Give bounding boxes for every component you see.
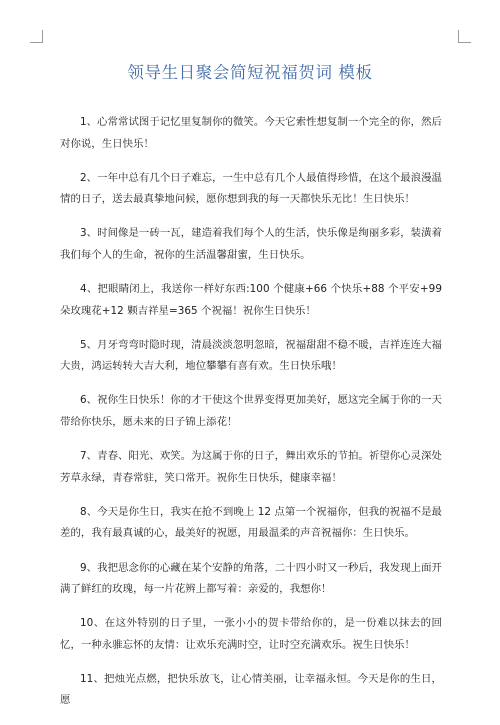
paragraph: 2、一年中总有几个日子难忘，一生中总有几个人最值得珍惜，在这个最浪漫温情的日子，送去最真挚地问候，愿你想到我的每一天都快乐无比！生日快乐！ (60, 171, 442, 206)
paragraph: 7、青春、阳光、欢笑。为这属于你的日子，舞出欢乐的节拍。祈望你心灵深处芳草永绿，青春常驻，笑口常开。祝你生日快乐，健康幸福！ (60, 450, 442, 484)
paragraph: 4、把眼睛闭上，我送你一样好东西:100 个健康+66 个快乐+88 个平安+99 朵玫瑰花+12 颗吉祥星=365 个祝福！祝你生日快乐！ (60, 283, 442, 317)
crop-mark-top-left (30, 30, 43, 43)
paragraph: 9、我把思念你的心藏在某个安静的角落，二十四小时又一秒后，我发现上面开满了鲜红的玫瑰，每一片花辨上都写着：亲爱的，我想你！ (60, 561, 442, 595)
paragraph: 11、把烛光点燃，把快乐放飞，让心情美丽，让幸福永恒。今天是你的生日，愿 (60, 672, 442, 707)
document-body (60, 112, 442, 725)
paragraph: 5、月牙弯弯时隐时现，清晨淡淡忽明忽暗，祝福甜甜不稳不暖，吉祥连连大福大贵，鸿运转转大吉大利，地位攀攀有喜有欢。生日快乐哦！ (60, 338, 442, 373)
paragraph: 6、祝你生日快乐！你的才干使这个世界变得更加美好，愿这完全属于你的一天带给你快乐，愿未来的日子锦上添花！ (60, 394, 442, 428)
document-title: 领导生日聚会简短祝福贺词 模板 (127, 63, 373, 82)
paragraph: 8、今天是你生日，我实在抢不到晚上 12 点第一个祝福你，但我的祝福不是最差的，我有最真诚的心，最美好的祝愿，用最温柔的声音祝福你：生日快乐。 (60, 505, 442, 540)
crop-mark-top-right (458, 30, 471, 43)
paragraph: 3、时间像是一砖一瓦，建造着我们每个人的生活，快乐像是绚丽多彩，装潢着我们每个人的生命，祝你的生活温馨甜蜜，生日快乐。 (60, 227, 442, 261)
paragraph: 1、心常常试图于记忆里复制你的微笑。今天它索性想复制一个完全的你，然后对你说，生日快乐！ (60, 116, 442, 150)
paragraph: 10、在这外特别的日子里，一张小小的贺卡带给你的，是一份难以抹去的回忆，一种永骓忘怀的友情：让欢乐充满时空，让时空充满欢乐。祝生日快乐！ (60, 617, 442, 651)
